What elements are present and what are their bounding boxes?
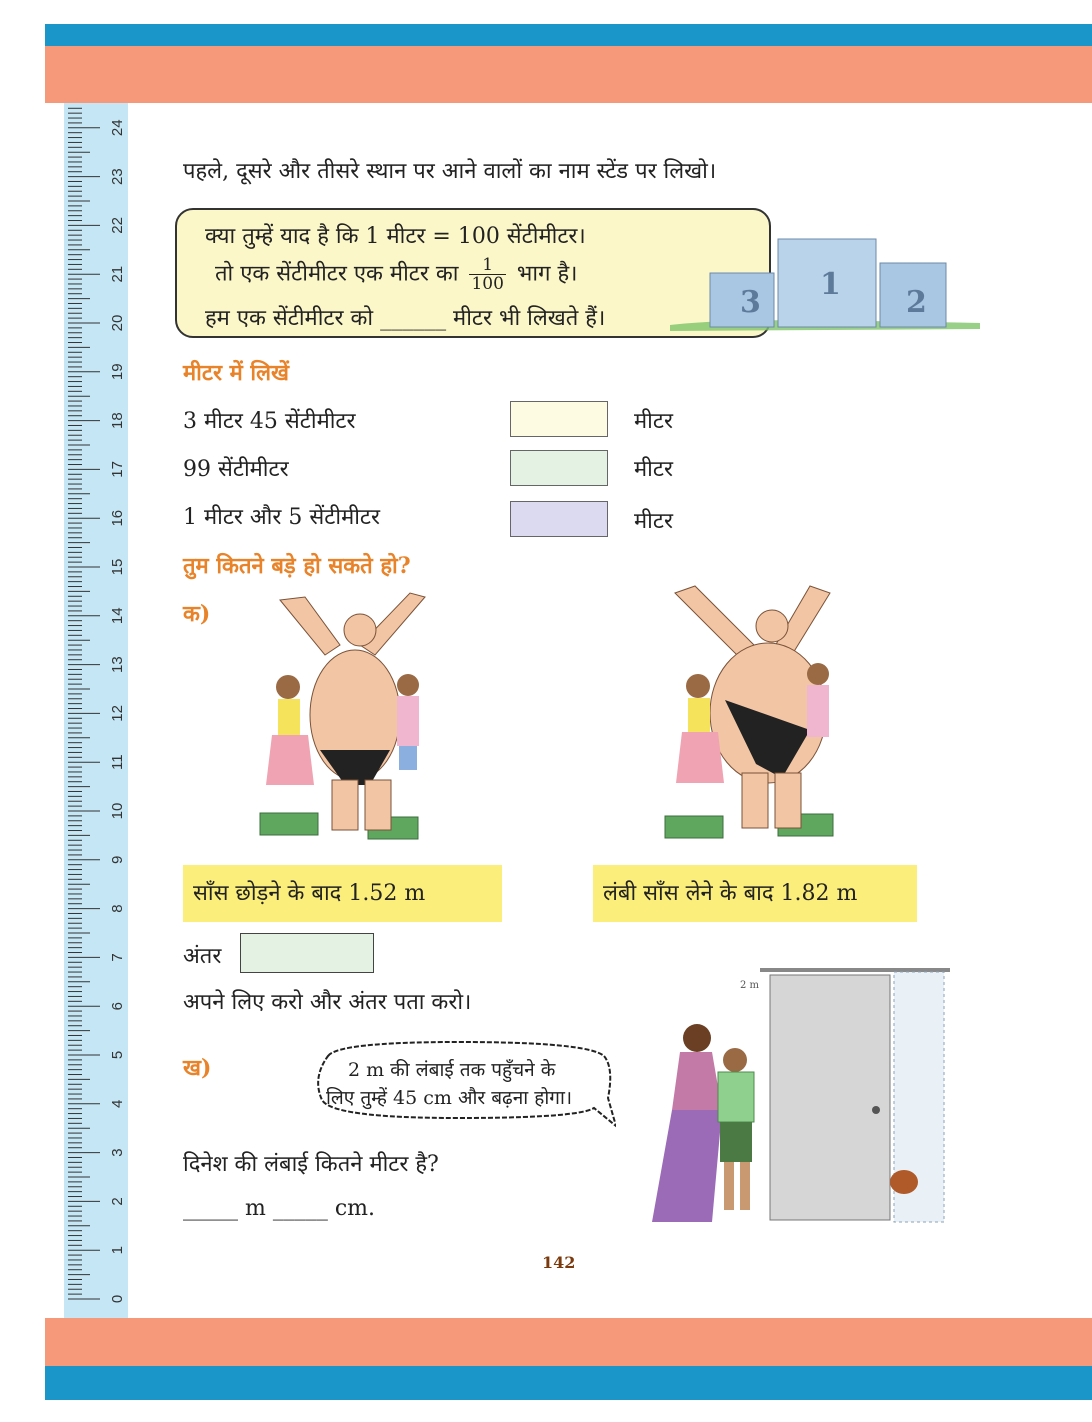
ruler-label: 9 — [109, 855, 126, 864]
ruler-label: 22 — [108, 217, 126, 234]
ruler-label: 3 — [109, 1148, 126, 1157]
bottom-salmon-band — [45, 1318, 1092, 1366]
after-exhale-note: साँस छोड़ने के बाद 1.52 m — [183, 865, 502, 922]
row-2-answer-box[interactable] — [510, 450, 608, 486]
after-inhale-note: लंबी साँस लेने के बाद 1.82 m — [593, 865, 917, 922]
door-measuring-illustration — [632, 960, 952, 1235]
reminder-line-1: क्या तुम्हें याद है कि 1 मीटर = 100 सेंटीमीटर। — [205, 224, 586, 249]
row-1-answer-box[interactable] — [510, 401, 608, 437]
ruler-label: 23 — [109, 168, 126, 185]
bottom-blue-band — [45, 1366, 1092, 1400]
ruler-scale — [64, 103, 128, 1318]
part-a-label: क) — [183, 601, 211, 627]
reminder-line-2-after: भाग है। — [516, 261, 578, 287]
podium-first: 1 — [820, 267, 841, 302]
podium-third: 3 — [740, 285, 761, 320]
ruler-label: 19 — [109, 363, 126, 381]
speech-bubble — [308, 1038, 616, 1130]
fraction — [469, 256, 505, 293]
height-answer-line: _____ m _____ cm. — [183, 1196, 376, 1221]
reminder-line-3: हम एक सेंटीमीटर को ______ मीटर भी लिखते हैं। — [205, 306, 606, 331]
ruler-label: 10 — [109, 802, 126, 820]
ruler-label: 15 — [109, 558, 126, 576]
ruler-label: 13 — [109, 656, 126, 673]
part-b-label: ख) — [183, 1055, 212, 1081]
podium-illustration — [660, 225, 990, 335]
row-3-label: 1 मीटर और 5 सेंटीमीटर — [183, 505, 381, 530]
write-in-meters-heading: मीटर में लिखें — [183, 360, 290, 386]
height-question: दिनेश की लंबाई कितने मीटर है? — [183, 1152, 439, 1177]
ruler-label: 1 — [109, 1246, 126, 1255]
top-salmon-band — [45, 46, 1092, 103]
ruler — [64, 103, 128, 1318]
row-3-answer-box[interactable] — [510, 501, 608, 537]
top-blue-band — [45, 24, 1092, 46]
page-number: 142 — [542, 1253, 576, 1272]
ruler-label: 2 — [109, 1197, 126, 1206]
ruler-label: 12 — [109, 705, 126, 722]
ruler-label: 0 — [109, 1294, 126, 1304]
wrestler-inhale-illustration — [660, 578, 865, 860]
fraction-denominator: 100 — [471, 274, 504, 294]
ruler-label: 21 — [109, 265, 126, 283]
ruler-label: 5 — [109, 1050, 126, 1060]
ruler-label: 11 — [109, 754, 126, 770]
ruler-label: 8 — [109, 904, 126, 913]
ruler-label: 16 — [109, 509, 126, 527]
reminder-line-2-before: तो एक सेंटीमीटर एक मीटर का — [215, 261, 459, 287]
row-1-unit: मीटर — [634, 409, 673, 434]
fraction-numerator: 1 — [469, 256, 505, 275]
row-3-unit: मीटर — [634, 509, 673, 534]
ruler-label: 4 — [109, 1099, 126, 1108]
ruler-label: 18 — [109, 412, 126, 429]
row-1-label: 3 मीटर 45 सेंटीमीटर — [183, 409, 356, 434]
ruler-label: 7 — [109, 953, 126, 962]
ruler-label: 14 — [109, 607, 126, 625]
speech-line-2: लिए तुम्हें 45 cm और बढ़ना होगा। — [326, 1087, 573, 1109]
row-2-unit: मीटर — [634, 457, 673, 482]
grow-heading: तुम कितने बड़े हो सकते हो? — [183, 553, 411, 579]
intro-text: पहले, दूसरे और तीसरे स्थान पर आने वालों का नाम स्टेंड पर लिखो। — [183, 159, 717, 184]
row-2-label: 99 सेंटीमीटर — [183, 457, 289, 482]
speech-line-1: 2 m की लंबाई तक पहुँचने के — [348, 1059, 556, 1081]
difference-answer-box[interactable] — [240, 933, 374, 973]
reminder-line-2 — [215, 256, 578, 293]
ruler-label: 20 — [109, 314, 126, 332]
ruler-label: 6 — [109, 1002, 126, 1011]
ruler-label: 24 — [109, 119, 126, 137]
wrestler-exhale-illustration — [250, 585, 445, 860]
ruler-label: 17 — [109, 461, 126, 478]
do-yourself-text: अपने लिए करो और अंतर पता करो। — [183, 990, 472, 1015]
podium-second: 2 — [906, 285, 927, 320]
door-2m-mark: 2 m — [740, 980, 760, 991]
difference-label: अंतर — [183, 944, 222, 969]
